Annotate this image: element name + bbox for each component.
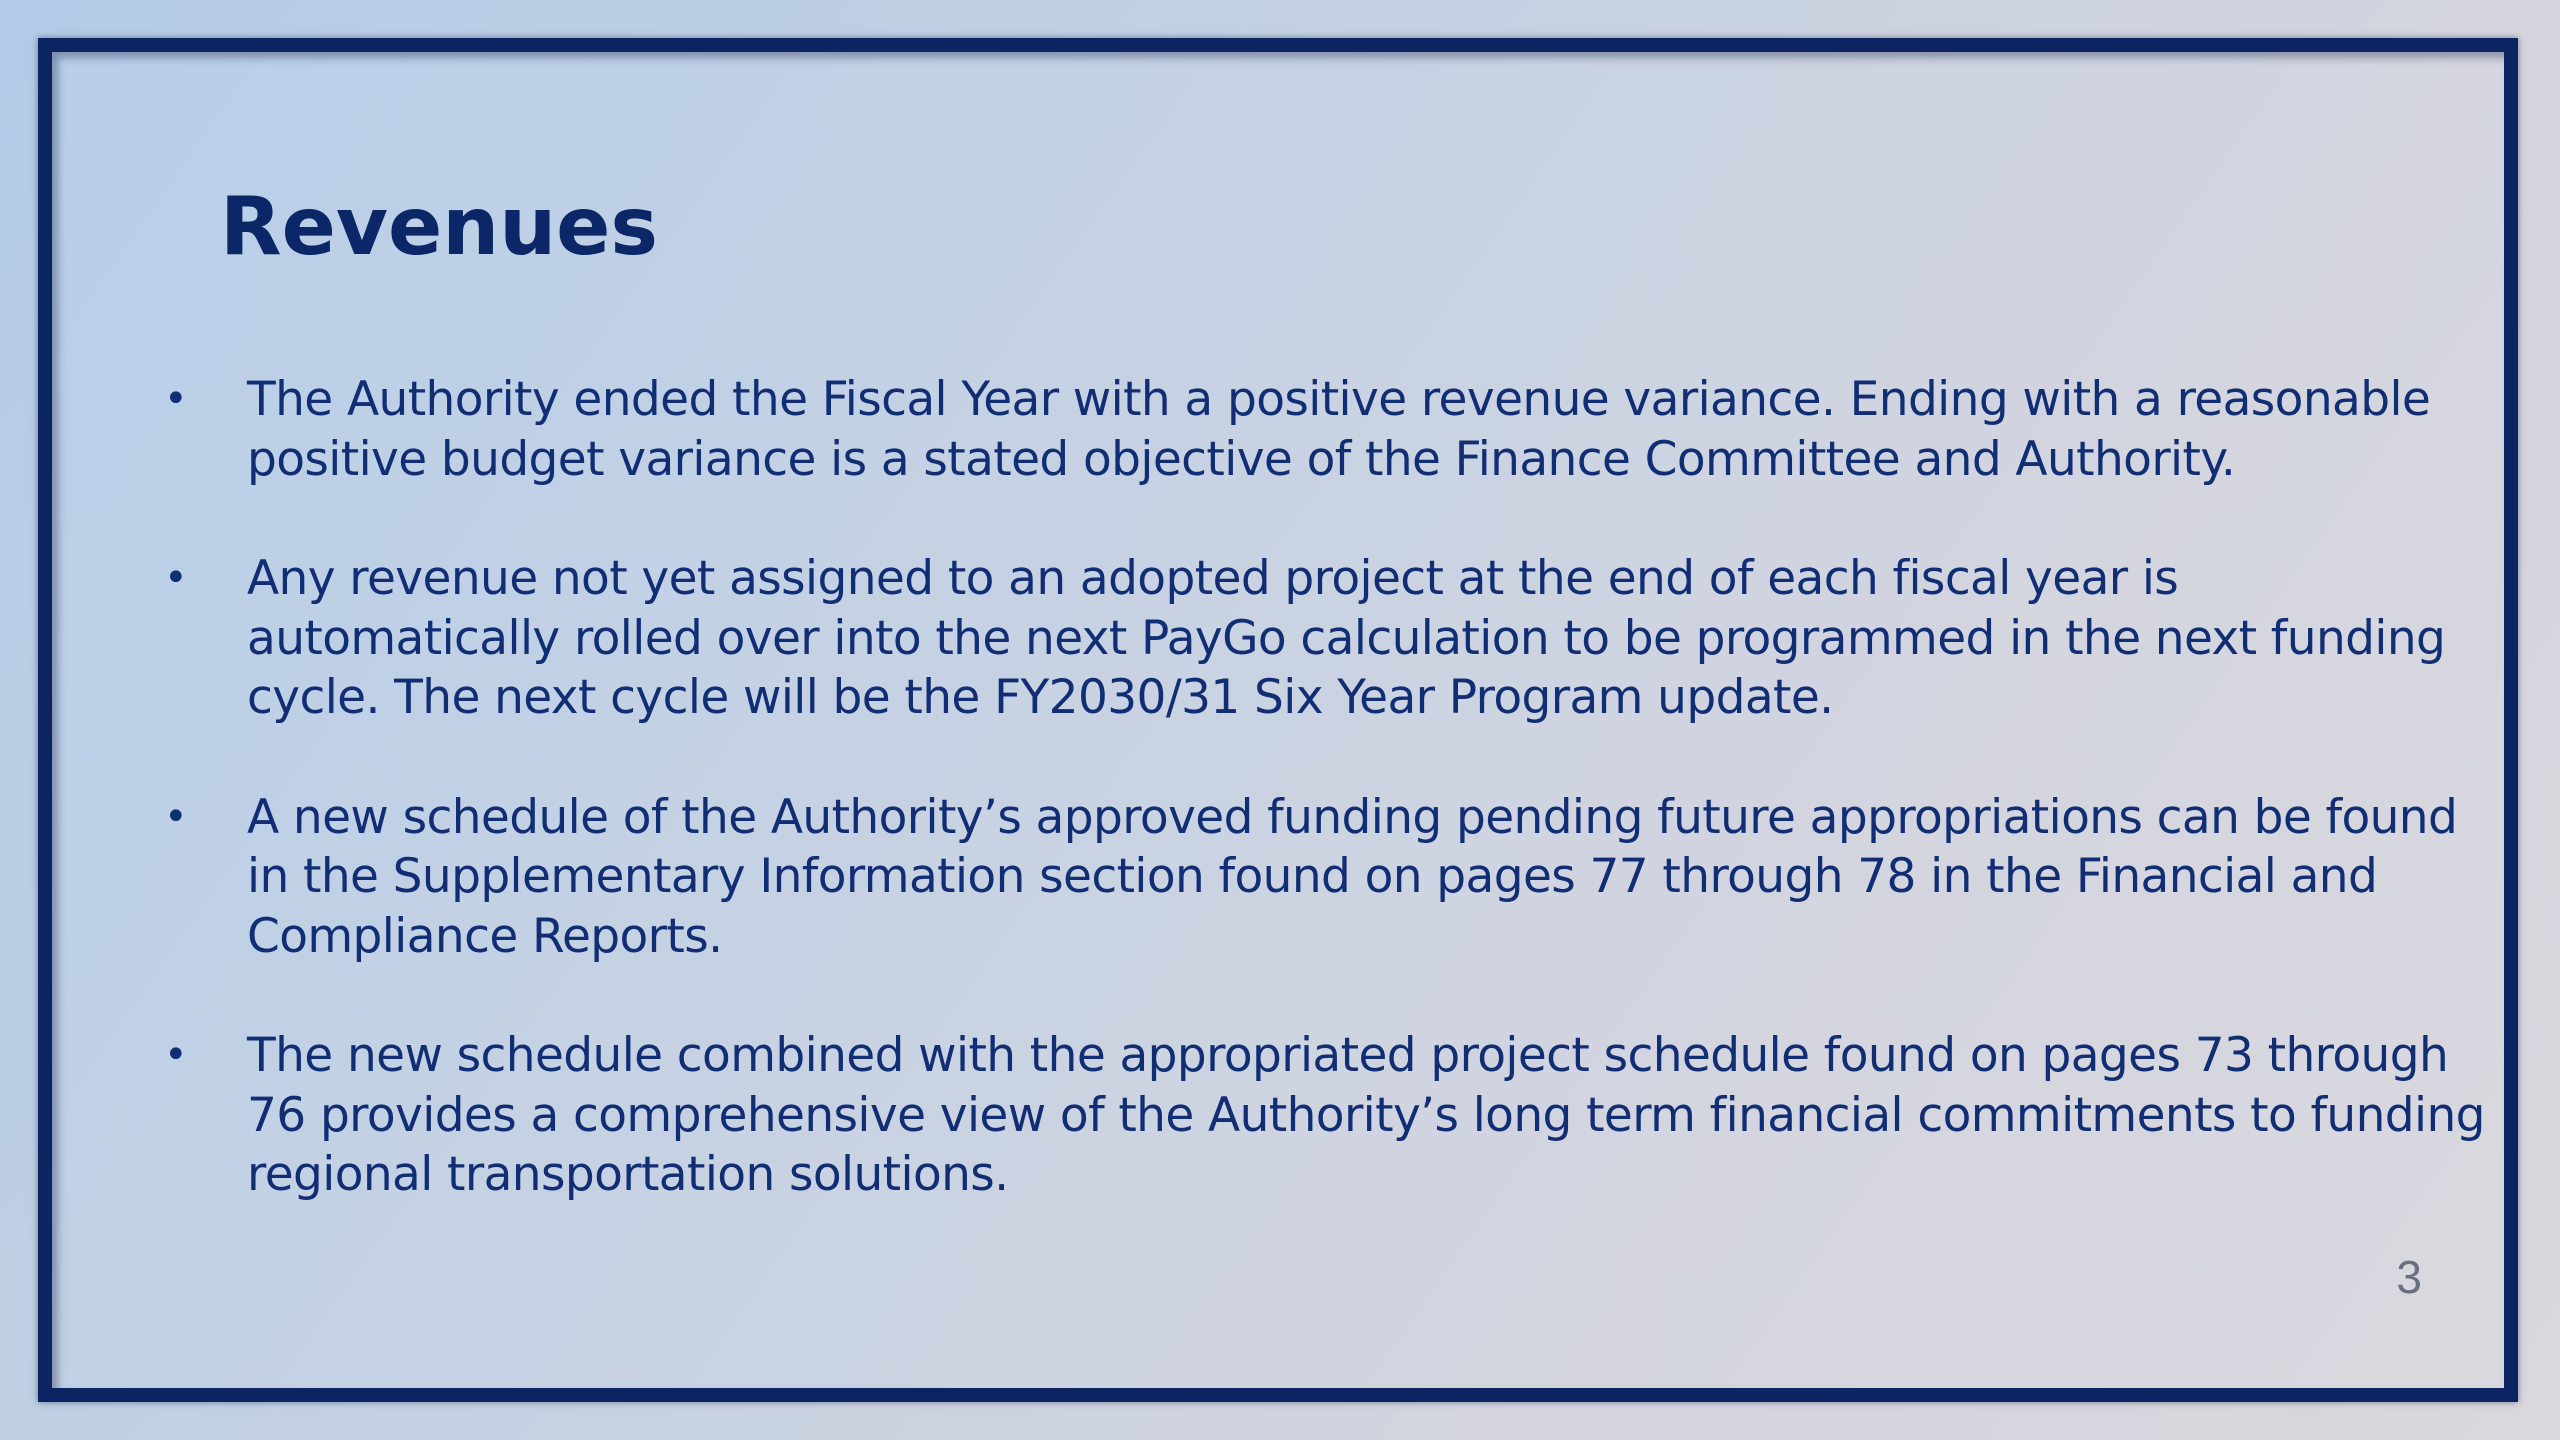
page-number: 3	[2396, 1251, 2422, 1303]
slide-title: Revenues	[220, 180, 659, 273]
bullet-item	[164, 549, 2494, 728]
bullet-text: The Authority ended the Fiscal Year with a positive revenue variance. Ending with a reasonable positive budget variance is a stated objective of the Finance Committee and Authority.	[247, 372, 2431, 487]
bullet-point-icon: •	[164, 555, 187, 601]
slide-frame	[38, 38, 2518, 1402]
bullet-list	[164, 370, 2494, 1265]
bullet-point-icon: •	[164, 1032, 187, 1078]
bullet-text: A new schedule of the Authority’s approved funding pending future appropriations can be found in the Supplementary Information section found on pages 77 through 78 in the Financial and Compliance Reports.	[247, 789, 2458, 964]
bullet-text: Any revenue not yet assigned to an adopted project at the end of each fiscal year is automatically rolled over into the next PayGo calculation to be programmed in the next funding cycle. The next cycle will be the FY2030/31 Six Year Program update.	[247, 551, 2446, 725]
bullet-text: The new schedule combined with the appropriated project schedule found on pages 73 through 76 provides a comprehensive view of the Authority’s long term financial commitments to funding regional transportation solutions.	[247, 1028, 2485, 1202]
bullet-item	[164, 370, 2494, 489]
bullet-point-icon: •	[164, 376, 187, 422]
bullet-item	[164, 1026, 2494, 1205]
bullet-item	[164, 788, 2494, 967]
bullet-point-icon: •	[164, 793, 187, 840]
